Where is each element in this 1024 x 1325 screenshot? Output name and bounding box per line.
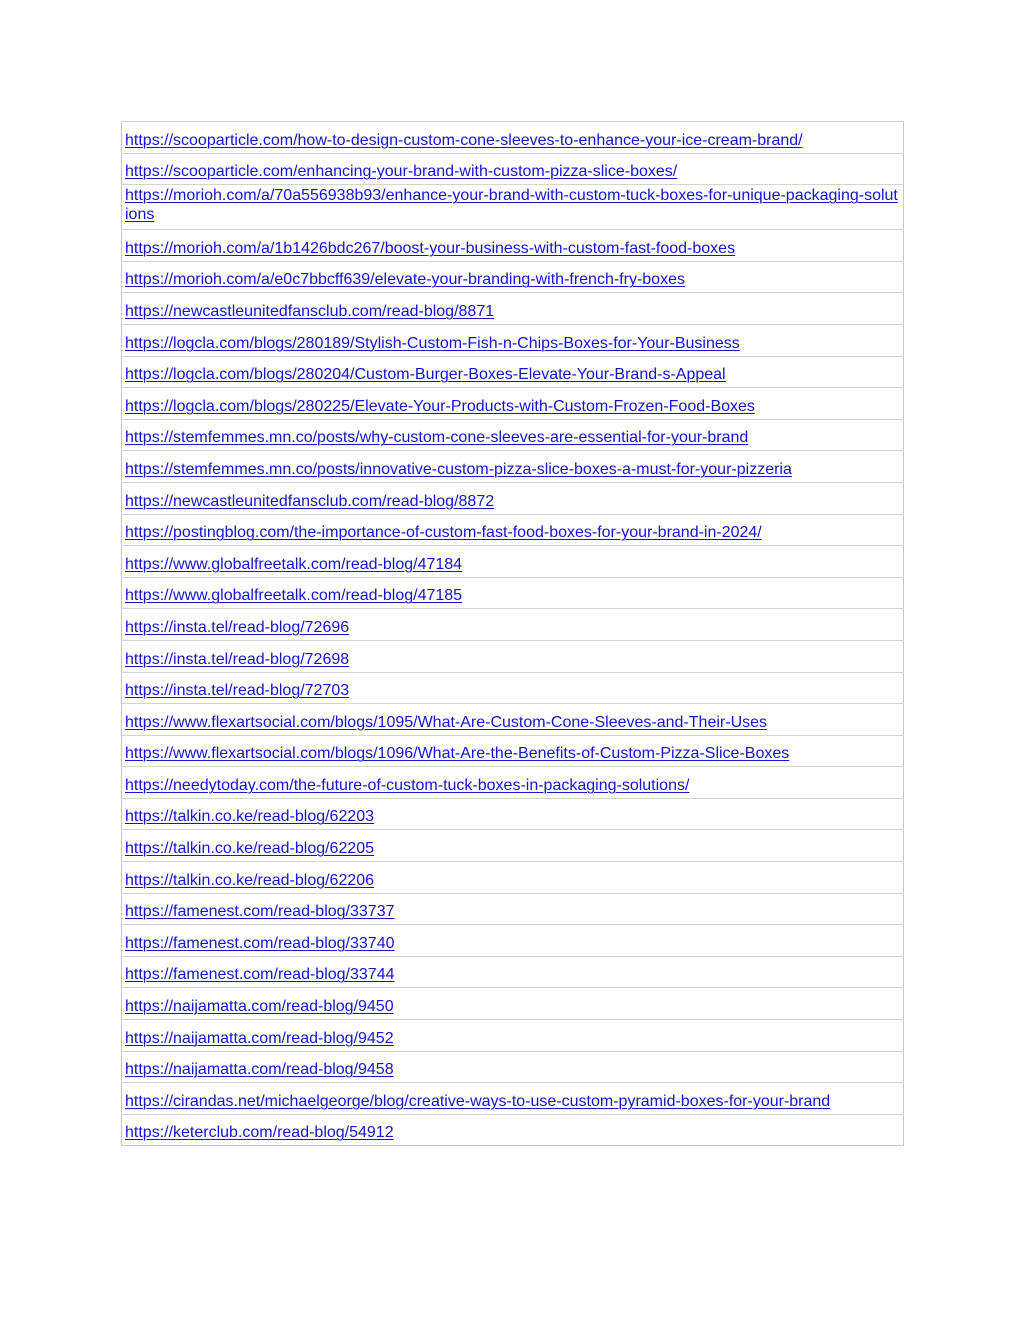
table-cell	[122, 577, 904, 609]
link[interactable]: https://logcla.com/blogs/280225/Elevate-Your-Products-with-Custom-Frozen-Food-Boxes	[125, 397, 755, 415]
table-row	[122, 704, 904, 736]
link[interactable]: https://stemfemmes.mn.co/posts/why-custom-cone-sleeves-are-essential-for-your-brand	[125, 429, 749, 447]
table-row	[122, 988, 904, 1020]
table-row	[122, 419, 904, 451]
table-row	[122, 862, 904, 894]
table-row	[122, 482, 904, 514]
link[interactable]: https://famenest.com/read-blog/33744	[125, 966, 395, 984]
table-cell	[122, 546, 904, 578]
table-cell	[122, 388, 904, 420]
link[interactable]: https://morioh.com/a/70a556938b93/enhance-your-brand-with-custom-tuck-boxes-for-unique-packaging-solutions	[125, 187, 898, 224]
table-row	[122, 546, 904, 578]
table-row	[122, 356, 904, 388]
table-cell	[122, 153, 904, 185]
table-cell	[122, 419, 904, 451]
link[interactable]: https://logcla.com/blogs/280204/Custom-Burger-Boxes-Elevate-Your-Brand-s-Appeal	[125, 366, 726, 384]
link[interactable]: https://insta.tel/read-blog/72696	[125, 618, 350, 636]
table-row	[122, 514, 904, 546]
link[interactable]: https://cirandas.net/michaelgeorge/blog/creative-ways-to-use-custom-pyramid-boxes-for-your-brand	[125, 1092, 831, 1110]
table-row	[122, 451, 904, 483]
table-row	[122, 956, 904, 988]
link[interactable]: https://postingblog.com/the-importance-of-custom-fast-food-boxes-for-your-brand-in-2024/	[125, 524, 762, 542]
link[interactable]: https://needytoday.com/the-future-of-custom-tuck-boxes-in-packaging-solutions/	[125, 776, 690, 794]
table-row	[122, 672, 904, 704]
table-cell	[122, 735, 904, 767]
table-row	[122, 293, 904, 325]
table-cell	[122, 893, 904, 925]
table-cell	[122, 925, 904, 957]
table-cell	[122, 704, 904, 736]
link[interactable]: https://naijamatta.com/read-blog/9458	[125, 1061, 394, 1079]
table-cell	[122, 640, 904, 672]
table-cell	[122, 609, 904, 641]
link[interactable]: https://morioh.com/a/1b1426bdc267/boost-your-business-with-custom-fast-food-boxes	[125, 239, 736, 257]
link[interactable]: https://stemfemmes.mn.co/posts/innovative-custom-pizza-slice-boxes-a-must-for-your-pizzeria	[125, 460, 792, 478]
table-cell	[122, 293, 904, 325]
table-row	[122, 122, 904, 154]
table-cell	[122, 261, 904, 293]
table-row	[122, 640, 904, 672]
table-cell	[122, 451, 904, 483]
table-row	[122, 577, 904, 609]
table-cell	[122, 1114, 904, 1146]
table-cell	[122, 514, 904, 546]
table-row	[122, 1051, 904, 1083]
table-row	[122, 230, 904, 262]
link[interactable]: https://insta.tel/read-blog/72703	[125, 682, 350, 700]
link[interactable]: https://naijamatta.com/read-blog/9452	[125, 1029, 394, 1047]
table-cell	[122, 767, 904, 799]
table-row	[122, 324, 904, 356]
table-cell	[122, 1051, 904, 1083]
link[interactable]: https://insta.tel/read-blog/72698	[125, 650, 350, 668]
table-cell	[122, 1020, 904, 1052]
link[interactable]: https://keterclub.com/read-blog/54912	[125, 1124, 394, 1142]
table-cell	[122, 862, 904, 894]
table-row	[122, 925, 904, 957]
table-cell	[122, 356, 904, 388]
table-cell	[122, 1083, 904, 1115]
table-row	[122, 1114, 904, 1146]
table-row	[122, 185, 904, 230]
link[interactable]: https://www.globalfreetalk.com/read-blog/47185	[125, 587, 463, 605]
table-cell	[122, 798, 904, 830]
table-row	[122, 1083, 904, 1115]
table-row	[122, 261, 904, 293]
link[interactable]: https://talkin.co.ke/read-blog/62203	[125, 808, 375, 826]
table-row	[122, 153, 904, 185]
link-table-body	[122, 122, 904, 1146]
table-cell	[122, 482, 904, 514]
link[interactable]: https://www.globalfreetalk.com/read-blog/47184	[125, 555, 463, 573]
link[interactable]: https://logcla.com/blogs/280189/Stylish-Custom-Fish-n-Chips-Boxes-for-Your-Business	[125, 334, 740, 352]
link[interactable]: https://newcastleunitedfansclub.com/read-blog/8871	[125, 302, 495, 320]
link[interactable]: https://famenest.com/read-blog/33740	[125, 934, 395, 952]
link[interactable]: https://newcastleunitedfansclub.com/read-blog/8872	[125, 492, 495, 510]
table-cell	[122, 672, 904, 704]
link[interactable]: https://scooparticle.com/enhancing-your-brand-with-custom-pizza-slice-boxes/	[125, 163, 678, 181]
link[interactable]: https://talkin.co.ke/read-blog/62205	[125, 840, 375, 858]
table-row	[122, 893, 904, 925]
table-row	[122, 798, 904, 830]
table-cell	[122, 956, 904, 988]
table-row	[122, 1020, 904, 1052]
table-cell	[122, 324, 904, 356]
table-row	[122, 609, 904, 641]
table-cell	[122, 830, 904, 862]
table-cell	[122, 988, 904, 1020]
link-table	[121, 121, 904, 1146]
link[interactable]: https://talkin.co.ke/read-blog/62206	[125, 871, 375, 889]
table-cell	[122, 185, 904, 230]
link[interactable]: https://morioh.com/a/e0c7bbcff639/elevate-your-branding-with-french-fry-boxes	[125, 271, 685, 289]
table-cell	[122, 122, 904, 154]
link[interactable]: https://famenest.com/read-blog/33737	[125, 903, 395, 921]
link[interactable]: https://naijamatta.com/read-blog/9450	[125, 998, 394, 1016]
table-cell	[122, 230, 904, 262]
table-row	[122, 388, 904, 420]
table-row	[122, 767, 904, 799]
link[interactable]: https://scooparticle.com/how-to-design-custom-cone-sleeves-to-enhance-your-ice-cream-brand/	[125, 131, 803, 149]
link[interactable]: https://www.flexartsocial.com/blogs/1096/What-Are-the-Benefits-of-Custom-Pizza-Slice-Boxes	[125, 745, 790, 763]
table-row	[122, 830, 904, 862]
table-row	[122, 735, 904, 767]
link[interactable]: https://www.flexartsocial.com/blogs/1095/What-Are-Custom-Cone-Sleeves-and-Their-Uses	[125, 713, 768, 731]
